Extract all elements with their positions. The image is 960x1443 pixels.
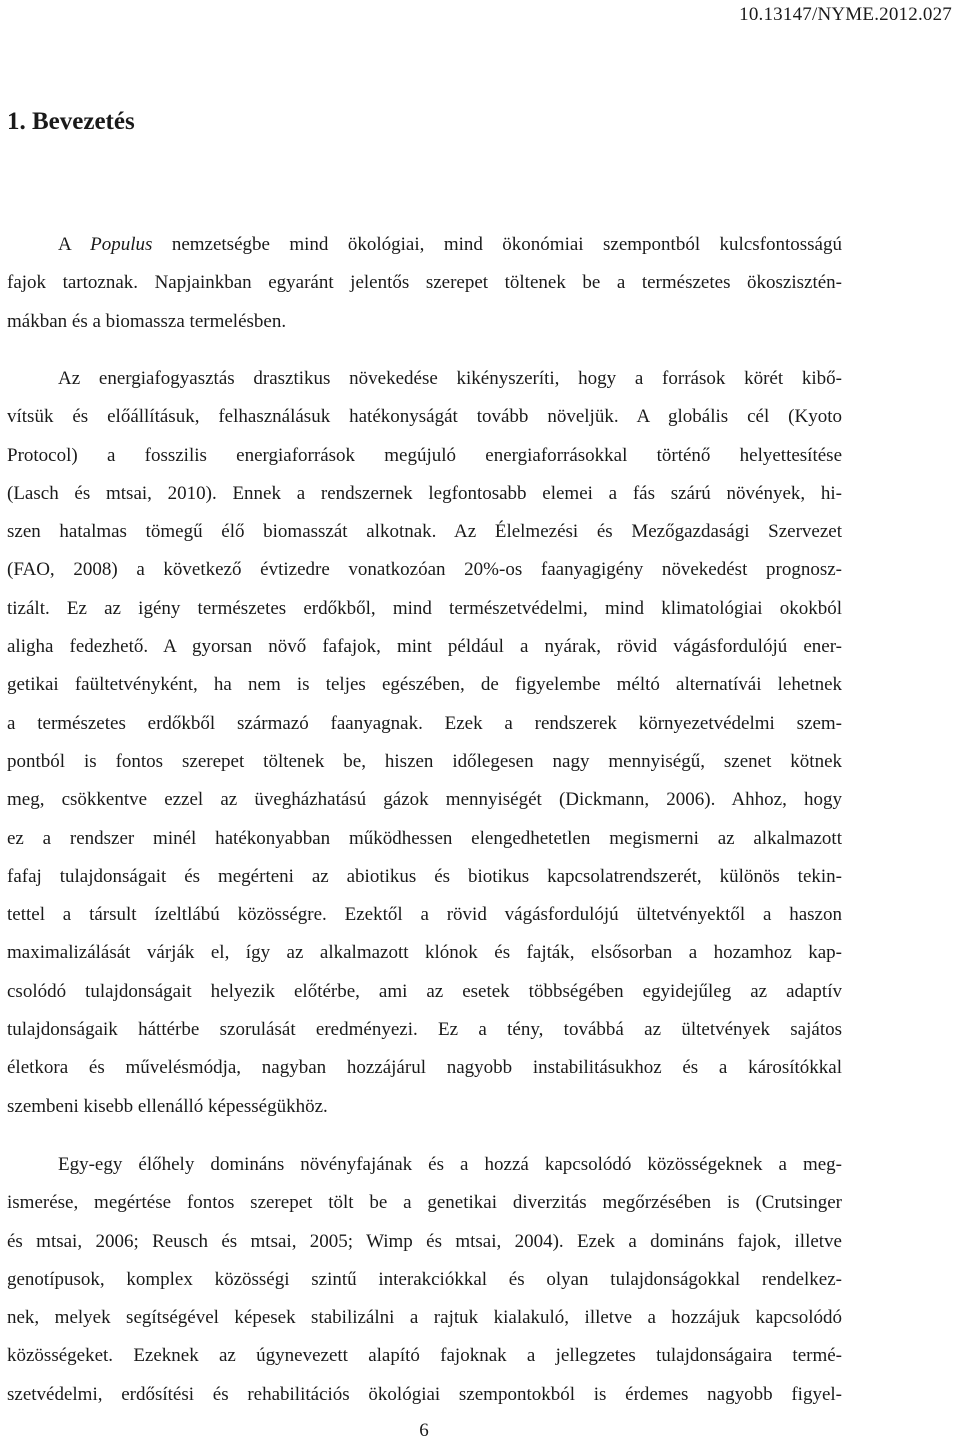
paragraph-energy	[7, 360, 842, 1126]
paragraph-line: Az energiafogyasztás drasztikus növekedése kikényszeríti, hogy a források körét kibő-	[58, 368, 842, 389]
paragraph-line: fafaj tulajdonságait és megérteni az abiotikus és biotikus kapcsolatrendszerét, különös tekin-	[7, 865, 842, 887]
paragraph-diversity	[7, 1146, 842, 1414]
paragraph-line: csolódó tulajdonságait helyezik előtérbe, ami az esetek többségében egyidejűleg az adaptív	[7, 980, 842, 1002]
doi-identifier: 10.13147/NYME.2012.027	[739, 4, 952, 25]
paragraph-line: tulajdonságaik háttérbe szorulását eredményezi. Ez a tény, továbbá az ültetvények sajátos	[7, 1019, 842, 1041]
paragraph-line: ismerése, megértése fontos szerepet tölt be a genetikai diverzitás megőrzésében is (Crutsinger	[7, 1192, 842, 1214]
paragraph-line: fajok tartoznak. Napjainkban egyaránt jelentős szerepet töltenek be a természetes ökoszisztén-	[7, 272, 842, 294]
paragraph-line: Egy-egy élőhely domináns növényfajának és a hozzá kapcsolódó közösségeknek a meg-	[58, 1154, 842, 1175]
paragraph-line: és mtsai, 2006; Reusch és mtsai, 2005; Wimp és mtsai, 2004). Ezek a domináns fajok, illetve	[7, 1230, 842, 1252]
paragraph-line: közösségeket. Ezeknek az úgynevezett alapító fajoknak a jellegzetes tulajdonságaira termé-	[7, 1345, 842, 1367]
section-heading: 1. Bevezetés	[7, 108, 135, 135]
paragraph-line: A Populus nemzetségbe mind ökológiai, mind ökonómiai szempontból kulcsfontosságú	[58, 234, 842, 255]
paragraph-line: mákban és a biomassza termelésben.	[7, 310, 287, 332]
paragraph-line: szetvédelmi, erdősítési és rehabilitációs ökológiai szempontokból is érdemes nagyobb figyel-	[7, 1383, 842, 1405]
paragraph-line: életkora és művelésmódja, nagyban hozzájárul nagyobb instabilitásukhoz és a károsítókkal	[7, 1057, 842, 1079]
paragraph-line: szembeni kisebb ellenálló képességükhöz.	[7, 1095, 328, 1117]
paragraph-line: nek, melyek segítségével képesek stabilizálni a rajtuk kialakuló, illetve a hozzájuk kapcsolódó	[7, 1307, 842, 1329]
paragraph-line: a természetes erdőkből származó faanyagnak. Ezek a rendszerek környezetvédelmi szem-	[7, 712, 842, 734]
paragraph-line: szen hatalmas tömegű élő biomasszát alkotnak. Az Élelmezési és Mezőgazdasági Szervezet	[7, 521, 842, 543]
paragraph-line: maximalizálását várják el, így az alkalmazott klónok és fajták, elsősorban a hozamhoz kap-	[7, 942, 842, 964]
paragraph-line: aligha fedezhető. A gyorsan növő fafajok, mint például a nyárak, rövid vágásfordulójú ener-	[7, 636, 842, 658]
paragraph-line: vítsük és előállításuk, felhasználásuk hatékonyságát tovább növeljük. A globális cél (Kyoto	[7, 406, 842, 428]
paragraph-line: ez a rendszer minél hatékonyabban működhessen elengedhetetlen megismerni az alkalmazott	[7, 827, 842, 849]
paragraph-line: getikai faültetvényként, ha nem is teljes egészében, de figyelembe méltó alternatívái lehetnek	[7, 674, 842, 696]
paragraph-line: pontból is fontos szerepet töltenek be, hiszen időlegesen nagy mennyiségű, szenet kötnek	[7, 750, 842, 772]
page-number: 6	[419, 1420, 429, 1441]
paragraph-line: Protocol) a fosszilis energiaforrások megújuló energiaforrásokkal történő helyettesítése	[7, 444, 842, 466]
paragraph-intro	[7, 226, 842, 341]
paragraph-line: (Lasch és mtsai, 2010). Ennek a rendszernek legfontosabb elemei a fás szárú növények, hi-	[7, 482, 842, 504]
paragraph-line: meg, csökkentve ezzel az üvegházhatású gázok mennyiségét (Dickmann, 2006). Ahhoz, hogy	[7, 789, 842, 811]
paragraph-line: (FAO, 2008) a következő évtizedre vonatkozóan 20%-os faanyagigény növekedést prognosz-	[7, 559, 842, 581]
paragraph-line: genotípusok, komplex közösségi szintű interakciókkal és olyan tulajdonságokkal rendelkez-	[7, 1268, 842, 1290]
genus-name: Populus	[90, 234, 153, 255]
paragraph-line: tettel a társult ízeltlábú közösségre. Ezektől a rövid vágásfordulójú ültetvényektől a haszon	[7, 904, 842, 926]
paragraph-line: tizált. Ez az igény természetes erdőkből, mind természetvédelmi, mind klimatológiai okokból	[7, 597, 842, 619]
